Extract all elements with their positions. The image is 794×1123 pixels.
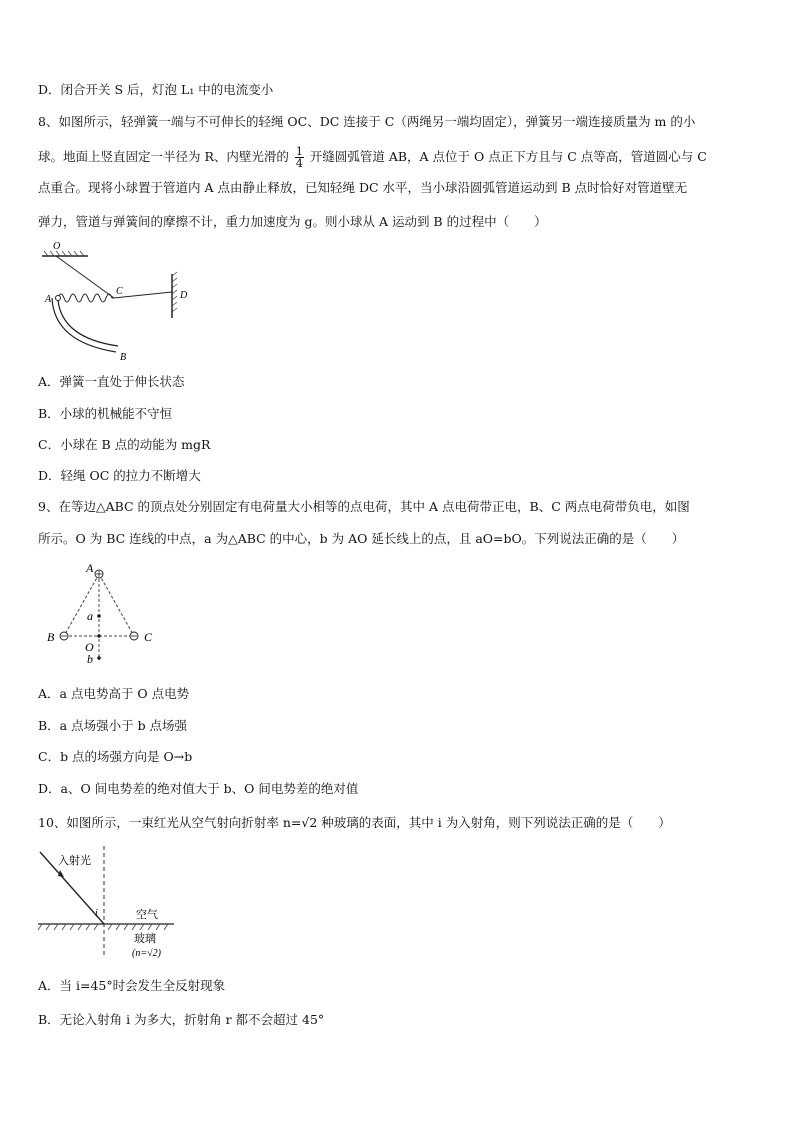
q9-option-a: A．a 点电势高于 O 点电势: [38, 686, 190, 701]
q8-stem-line4: 弹力，管道与弹簧间的摩擦不计，重力加速度为 g。则小球从 A 运动到 B 的过程中（ ）: [38, 214, 547, 229]
label-O: O: [85, 640, 94, 654]
label-C: C: [144, 630, 153, 644]
q8-spring-figure: [36, 240, 206, 365]
q8-stem-line2-pre: 球。地面上竖直固定一半径为 R、内壁光滑的: [38, 149, 289, 164]
q10-refraction-figure: [34, 846, 194, 964]
label-A: A: [86, 561, 94, 575]
label-O: O: [53, 241, 61, 252]
q8-stem-line2: [38, 146, 756, 169]
q8-stem-line1: 8、如图所示，轻弹簧一端与不可伸长的轻绳 OC、DC 连接于 C（两绳另一端均固定），弹簧另一端连接质量为 m 的小: [38, 114, 696, 129]
label-A: A: [45, 294, 52, 305]
label-n-value: (n=√2): [132, 948, 161, 959]
q9-triangle-figure: [40, 560, 170, 670]
q9-stem-line1: 9、在等边△ABC 的顶点处分别固定有电荷量大小相等的点电荷，其中 A 点电荷带正电，B、C 两点电荷带负电，如图: [38, 499, 690, 514]
q8-option-b: B．小球的机械能不守恒: [38, 406, 173, 421]
q8-stem-line2-post: 开缝圆弧管道 AB，A 点位于 O 点正下方且与 C 点等高，管道圆心与 C: [309, 149, 707, 164]
label-b: b: [87, 652, 93, 666]
fraction-numerator: 1: [295, 145, 303, 158]
q9-option-b: B．a 点场强小于 b 点场强: [38, 718, 188, 733]
label-angle-i: i: [95, 908, 98, 919]
q8-option-a: A．弹簧一直处于伸长状态: [38, 374, 185, 389]
q10-stem: 10、如图所示，一束红光从空气射向折射率 n=√2 种玻璃的表面，其中 i 为入射角，则下列说法正确的是（ ）: [38, 815, 671, 830]
q9-option-c: C．b 点的场强方向是 O→b: [38, 749, 193, 764]
q10-option-b: B．无论入射角 i 为多大，折射角 r 都不会超过 45°: [38, 1012, 325, 1027]
fraction-denominator: 4: [295, 157, 303, 170]
label-glass: 玻璃: [134, 933, 156, 945]
label-air: 空气: [136, 909, 158, 921]
quarter-fraction: [295, 146, 304, 169]
label-C: C: [116, 286, 123, 297]
q9-option-d: D．a、O 间电势差的绝对值大于 b、O 间电势差的绝对值: [38, 781, 359, 796]
q10-option-a: A．当 i=45°时会发生全反射现象: [38, 978, 226, 993]
q8-option-c: C．小球在 B 点的动能为 mgR: [38, 437, 211, 452]
q7-option-d: D．闭合开关 S 后，灯泡 L₁ 中的电流变小: [38, 82, 274, 97]
label-a: a: [87, 609, 93, 623]
label-incident-light: 入射光: [58, 855, 91, 867]
q8-option-d: D．轻绳 OC 的拉力不断增大: [38, 468, 201, 483]
label-B: B: [120, 352, 127, 363]
q8-stem-line3: 点重合。现将小球置于管道内 A 点由静止释放，已知轻绳 DC 水平，当小球沿圆弧管道运动到 B 点时恰好对管道壁无: [38, 180, 688, 195]
q9-stem-line2: 所示。O 为 BC 连线的中点，a 为△ABC 的中心，b 为 AO 延长线上的点，且 aO=bO。下列说法正确的是（ ）: [38, 531, 685, 546]
spring: [58, 294, 114, 302]
ball: [56, 296, 61, 301]
label-D: D: [180, 290, 188, 301]
label-B: B: [47, 630, 55, 644]
